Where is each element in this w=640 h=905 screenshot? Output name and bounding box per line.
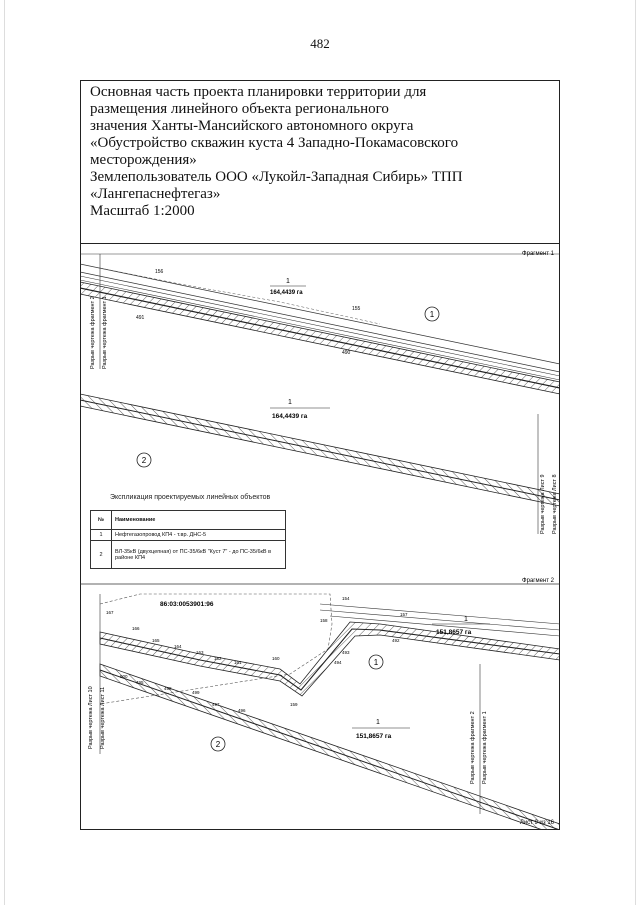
object-marker-2: 2 xyxy=(215,740,221,749)
point-label: 154 xyxy=(342,596,350,601)
page-number: 482 xyxy=(310,36,330,51)
break-label: Разрыв чертежа фрагмент 1 xyxy=(482,711,488,784)
header-line: месторождения» xyxy=(90,152,197,168)
point-label: 493 xyxy=(342,650,350,655)
area-label: 164,4439 га xyxy=(272,413,308,420)
object-marker-1: 1 xyxy=(373,658,379,667)
legend-header-row xyxy=(91,511,286,530)
break-label: Разрыв чертежа Лист 11 xyxy=(100,686,106,749)
scan-edge-right xyxy=(635,0,636,905)
header-line: значения Ханты-Мансийского автономного округа xyxy=(90,118,414,134)
legend-col-name: Наименование xyxy=(112,511,286,530)
break-label: Разрыв чертежа фрагмент 1 xyxy=(102,296,108,369)
fragment-1 xyxy=(80,254,560,534)
fragment-2-label: Фрагмент 2 xyxy=(522,578,554,584)
table-row xyxy=(91,530,286,541)
break-label: Разрыв чертежа фрагмент 2 xyxy=(470,711,476,784)
point-label: 167 xyxy=(106,610,114,615)
point-label: 497 xyxy=(212,702,220,707)
point-label: 157 xyxy=(400,612,408,617)
point-label: 164 xyxy=(174,644,182,649)
point-label: 490 xyxy=(342,350,351,356)
point-label: 495 xyxy=(136,680,144,685)
header-line: «Лангепаснефтегаз» xyxy=(90,186,221,202)
table-row xyxy=(91,541,286,569)
legend-table xyxy=(90,510,286,569)
point-label: 499 xyxy=(192,690,200,695)
point-label: 491 xyxy=(136,315,145,321)
legend-num: 1 xyxy=(91,530,112,541)
point-label: 492 xyxy=(392,638,400,643)
break-label: Разрыв чертежа Лист 8 xyxy=(552,474,558,534)
point-label: 159 xyxy=(290,702,298,707)
header-line: Основная часть проекта планировки территории для xyxy=(90,84,427,100)
area-label: 151,8657 га xyxy=(356,733,392,740)
header-line: Масштаб 1:2000 xyxy=(90,203,195,219)
point-label: 155 xyxy=(352,306,361,312)
point-label: 158 xyxy=(320,618,328,623)
fragment-1-label: Фрагмент 1 xyxy=(522,251,554,257)
header-line: размещения линейного объекта регионального xyxy=(90,101,389,117)
legend-name: ВЛ-35кВ (двухцепная) от ПС-35/6кВ "Куст 7" - до ПС-35/6кВ в районе КП4 xyxy=(112,541,286,569)
legend-num: 2 xyxy=(91,541,112,569)
point-label: 500 xyxy=(120,674,128,679)
object-marker-1: 1 xyxy=(429,310,435,319)
point-label: 494 xyxy=(334,660,342,665)
scan-edge-left xyxy=(4,0,5,905)
header-line: Землепользователь ООО «Лукойл-Западная Сибирь» ТПП xyxy=(90,169,463,185)
sheet-label: Лист 9 из 16 xyxy=(519,820,554,826)
parcel-number: 1 xyxy=(288,399,292,406)
legend-col-num: № xyxy=(91,511,112,530)
point-label: 165 xyxy=(152,638,160,643)
legend-name: Нефтегазопровод КП4 - т.вр. ДНС-5 xyxy=(112,530,286,541)
point-label: 163 xyxy=(196,650,204,655)
document-header xyxy=(80,80,560,244)
break-label: Разрыв чертежа Лист 10 xyxy=(88,686,94,749)
area-label: 151,8657 га xyxy=(436,629,472,636)
parcel-number: 1 xyxy=(376,719,380,726)
point-label: 161 xyxy=(234,660,242,665)
parcel-number: 1 xyxy=(286,278,290,285)
point-label: 156 xyxy=(155,269,164,275)
header-line: «Обустройство скважин куста 4 Западно-Покамасовского xyxy=(90,135,459,151)
point-label: 162 xyxy=(214,656,222,661)
point-label: 498 xyxy=(164,686,172,691)
point-label: 160 xyxy=(272,656,280,661)
break-label: Разрыв чертежа фрагмент 2 xyxy=(90,296,96,369)
area-label: 164,4439 га xyxy=(270,290,303,296)
parcel-number: 1 xyxy=(464,616,468,623)
legend-title: Экспликация проектируемых линейных объектов xyxy=(110,494,271,501)
object-marker-2: 2 xyxy=(141,456,147,465)
point-label: 496 xyxy=(238,708,246,713)
break-label: Разрыв чертежа Лист 9 xyxy=(540,474,546,534)
cadastral-number: 86:03:0053901:96 xyxy=(160,601,214,608)
point-label: 166 xyxy=(132,626,140,631)
